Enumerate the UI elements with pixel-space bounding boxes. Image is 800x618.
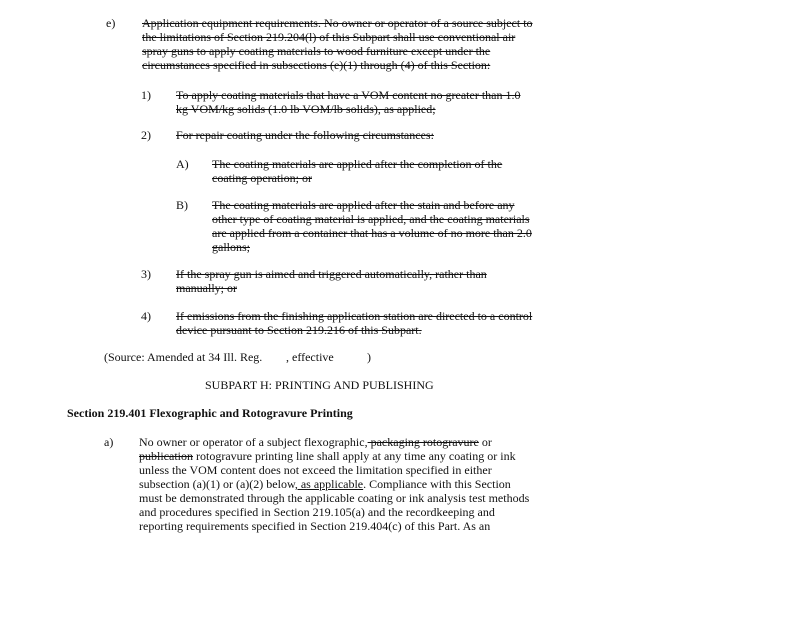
item-1-text (176, 88, 521, 116)
section-a-line-4 (139, 477, 529, 491)
section-a-text (139, 435, 529, 533)
section-e-line: Application equipment requirements. No owner or operator of a source subject to (142, 16, 533, 30)
subpart-heading: SUBPART H: PRINTING AND PUBLISHING (205, 378, 434, 392)
item-3-line: manually; or (176, 281, 237, 295)
section-a-text-run: subsection (a)(1) or (a)(2) below (139, 477, 295, 491)
section-a-line-7: reporting requirements specified in Section 219.404(c) of this Part. As an (139, 519, 491, 533)
item-2-line: For repair coating under the following circumstances: (176, 128, 434, 142)
item-3-line: If the spray gun is aimed and triggered automatically, rather than (176, 267, 487, 281)
item-4-label: 4) (141, 309, 151, 323)
section-e-text (142, 16, 533, 72)
item-2b-line: are applied from a container that has a volume of no more than 2.0 (212, 226, 532, 240)
section-e-label: e) (106, 16, 116, 30)
item-4-text (176, 309, 532, 337)
item-1-line: kg VOM/kg solids (1.0 lb VOM/lb solids), as applied; (176, 102, 436, 116)
item-2-label: 2) (141, 128, 151, 142)
item-2b-line: The coating materials are applied after the stain and before any (212, 198, 515, 212)
source-note-suffix: ) (367, 350, 371, 364)
source-note-prefix: (Source: Amended at 34 Ill. Reg. (104, 350, 263, 364)
item-2a-label: A) (176, 157, 189, 171)
section-e-line: spray guns to apply coating materials to wood furniture except under the (142, 44, 491, 58)
section-a-line-2 (139, 449, 529, 463)
item-2b-line: gallons; (212, 240, 250, 254)
section-a-deleted-run: packaging rotogravure (367, 435, 479, 449)
section-a-text-run: rotogravure printing line shall apply at any time any coating or ink (193, 449, 516, 463)
section-a-inserted-run: , as applicable (294, 477, 364, 491)
section-a-line-1 (139, 435, 529, 449)
item-1-label: 1) (141, 88, 151, 102)
section-a-line-3: unless the VOM content does not exceed the limitation specified in either (139, 463, 492, 477)
section-a-text-run: or (478, 435, 492, 449)
item-2b-label: B) (176, 198, 188, 212)
section-e-line: circumstances specified in subsections (e)(1) through (4) of this Section: (142, 58, 491, 72)
section-a-text-run: No owner or operator of a subject flexographic, (139, 435, 368, 449)
item-2a-text (212, 157, 502, 185)
section-heading: Section 219.401 Flexographic and Rotogravure Printing (67, 406, 353, 420)
item-3-text (176, 267, 487, 295)
item-1-line: To apply coating materials that have a VOM content no greater than 1.0 (176, 88, 521, 102)
item-3-label: 3) (141, 267, 151, 281)
section-e-line: the limitations of Section 219.204(l) of this Subpart shall use conventional air (142, 30, 516, 44)
section-a-deleted-run: publication (139, 449, 193, 463)
item-4-line: device pursuant to Section 219.216 of this Subpart. (176, 323, 422, 337)
item-2b-text (212, 198, 532, 254)
section-a-line-6: and procedures specified in Section 219.105(a) and the recordkeeping and (139, 505, 495, 519)
item-4-line: If emissions from the finishing application station are directed to a control (176, 309, 533, 323)
item-2b-line: other type of coating material is applied, and the coating materials (212, 212, 530, 226)
item-2-text (176, 128, 434, 142)
section-a-text-run: . Compliance with this Section (363, 477, 511, 491)
item-2a-line: The coating materials are applied after the completion of the (212, 157, 503, 171)
section-a-line-5: must be demonstrated through the applicable coating or ink analysis test methods (139, 491, 530, 505)
item-2a-line: coating operation; or (212, 171, 312, 185)
section-a-label: a) (104, 435, 114, 449)
source-note-middle: , effective (286, 350, 334, 364)
